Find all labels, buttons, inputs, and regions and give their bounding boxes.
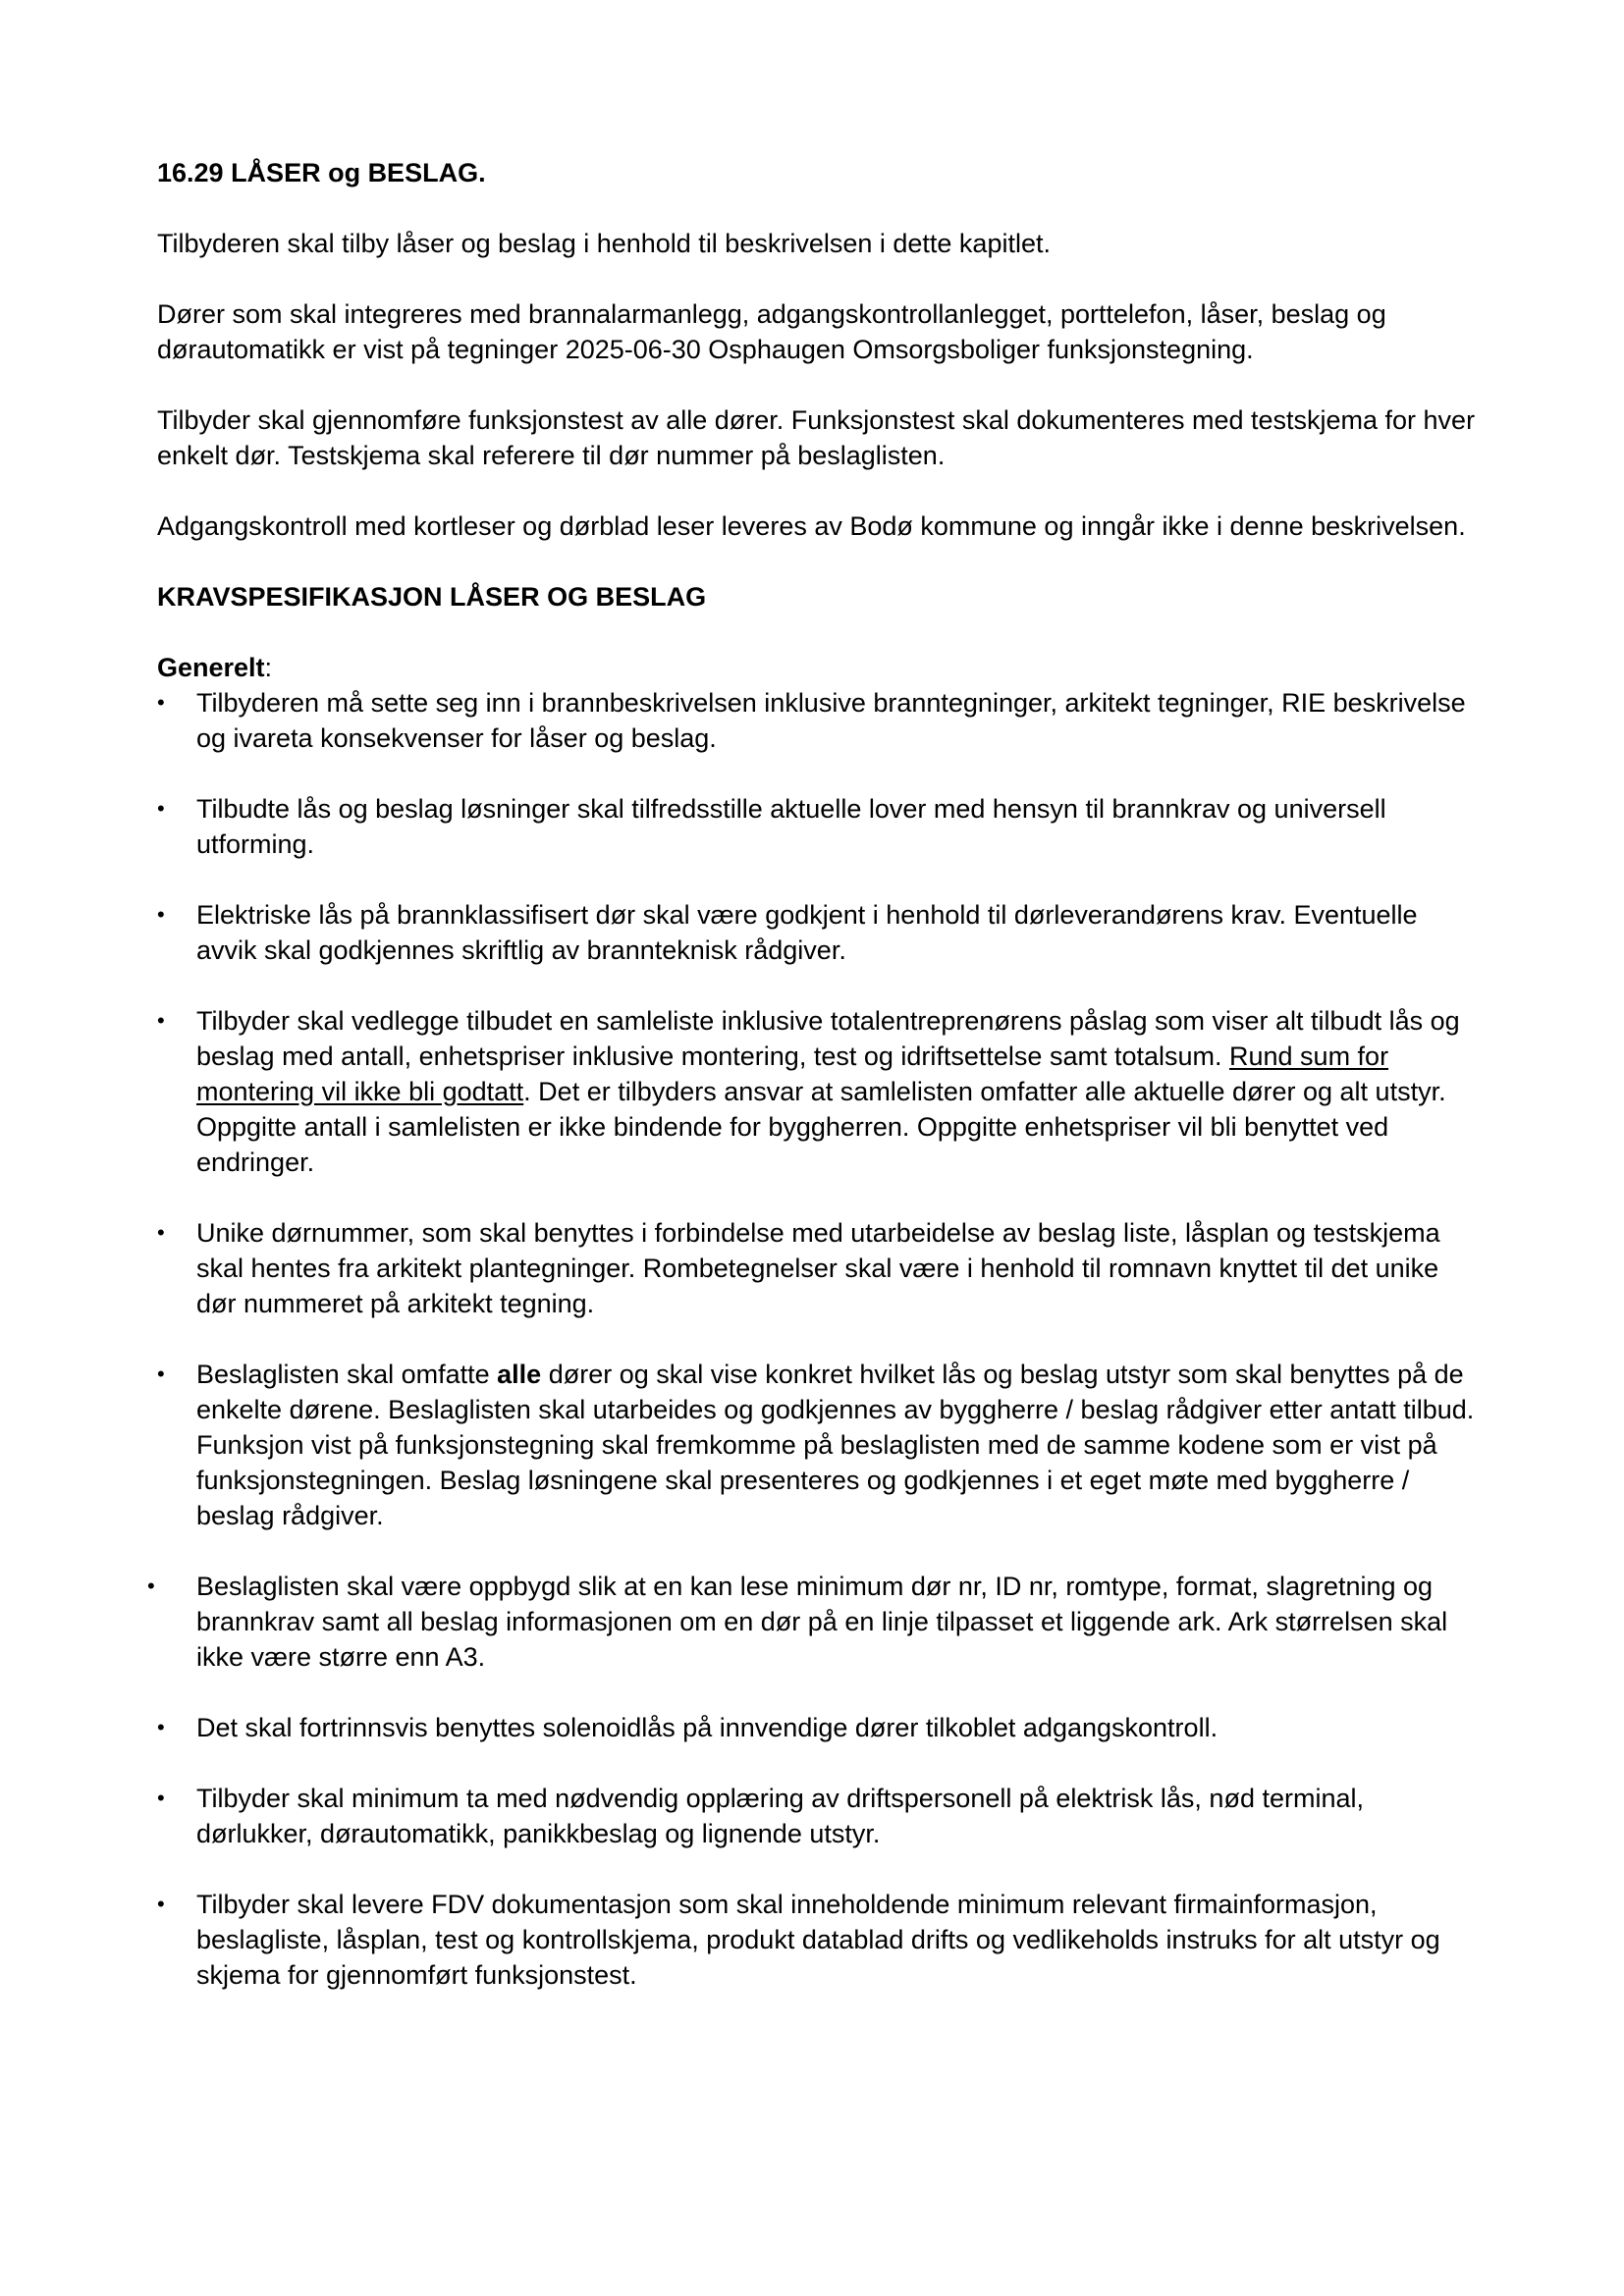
bullet-icon: • — [157, 1220, 165, 1245]
list-item — [157, 1215, 1483, 1321]
list-item — [157, 897, 1483, 968]
list-item-text-after: . Det er tilbyders ansvar at samlelisten omfatter alle aktuelle dører og alt utstyr. Oppgitte antall i samlelisten er ikke bindende for byggherren. Oppgitte enhetspriser vil bli benyttet ved endringer. — [196, 1077, 1446, 1177]
list-item — [157, 1781, 1483, 1851]
list-item-text: Tilbudte lås og beslag løsninger skal tilfredsstille aktuelle lover med hensyn til brannkrav og universell utforming. — [196, 794, 1386, 859]
list-item-text: Unike dørnummer, som skal benyttes i forbindelse med utarbeidelse av beslag liste, låsplan og testskjema skal hentes fra arkitekt plantegninger. Rombetegnelser skal være i henhold til romnavn knyttet til det unike dør nummeret på arkitekt tegning. — [196, 1218, 1440, 1318]
list-item — [157, 791, 1483, 862]
bullet-icon: • — [157, 1715, 165, 1739]
bullet-icon: • — [157, 1008, 165, 1033]
list-item — [157, 685, 1483, 756]
list-item-text: Beslaglisten skal være oppbygd slik at en kan lese minimum dør nr, ID nr, romtype, format, slagretning og brannkrav samt all beslag informasjonen om en dør på en linje tilpasset et liggende ark. Ark størrelsen skal ikke være større enn A3. — [196, 1572, 1448, 1672]
bullet-icon: • — [157, 796, 165, 821]
list-item-text-after: dører og skal vise konkret hvilket lås og beslag utstyr som skal benyttes på de enkelte dørene. Beslaglisten skal utarbeides og godkjennes av byggherre / beslag rådgiver etter antatt tilbud. Funksjon vist på funksjonstegning skal fremkomme på beslaglisten med de samme kodene som er vist på funksjonstegningen. Beslag løsningene skal presenteres og godkjennes i et eget møte med byggherre / beslag rådgiver. — [196, 1360, 1475, 1530]
list-item-text — [196, 1360, 1474, 1530]
document-page — [147, 155, 1483, 2028]
list-item — [147, 1569, 1483, 1675]
intro-paragraph-4: Adgangskontroll med kortleser og dørblad leser leveres av Bodø kommune og inngår ikke i denne beskrivelsen. — [157, 511, 1466, 541]
section-title: 16.29 LÅSER og BESLAG. — [157, 158, 486, 187]
bullet-icon: • — [157, 902, 165, 927]
generelt-label-text: Generelt — [157, 653, 265, 682]
bullet-icon: • — [157, 1786, 165, 1810]
list-item-text — [196, 1006, 1460, 1177]
intro-paragraph-2: Dører som skal integreres med brannalarmanlegg, adgangskontrollanlegget, porttelefon, låser, beslag og dørautomatikk er vist på tegninger 2025-06-30 Osphaugen Omsorgsboliger funksjonstegning. — [157, 299, 1386, 364]
intro-paragraph-3: Tilbyder skal gjennomføre funksjonstest av alle dører. Funksjonstest skal dokumenteres med testskjema for hver enkelt dør. Testskjema skal referere til dør nummer på beslaglisten. — [157, 405, 1476, 470]
list-item-text: Tilbyder skal levere FDV dokumentasjon som skal inneholdende minimum relevant firmainformasjon, beslagliste, låsplan, test og kontrollskjema, produkt datablad drifts og vedlikeholds instruks for alt utstyr og skjema for gjennomført funksjonstest. — [196, 1890, 1440, 1990]
list-item — [157, 1357, 1483, 1533]
list-item-text-before: Tilbyder skal vedlegge tilbudet en samleliste inklusive totalentreprenørens påslag som viser alt tilbudt lås og beslag med antall, enhetspriser inklusive montering, test og idriftsettelse samt totalsum. — [196, 1006, 1460, 1071]
list-item-text: Det skal fortrinnsvis benyttes solenoidlås på innvendige dører tilkoblet adgangskontroll. — [196, 1713, 1218, 1742]
list-item-text: Tilbyderen må sette seg inn i brannbeskrivelsen inklusive branntegninger, arkitekt tegninger, RIE beskrivelse og ivareta konsekvenser for låser og beslag. — [196, 688, 1466, 753]
bullet-icon: • — [157, 690, 165, 715]
requirements-list — [147, 685, 1483, 1993]
intro-paragraph-1: Tilbyderen skal tilby låser og beslag i henhold til beskrivelsen i dette kapitlet. — [157, 229, 1051, 258]
list-item-text-before: Beslaglisten skal omfatte — [196, 1360, 498, 1389]
spec-title: KRAVSPESIFIKASJON LÅSER OG BESLAG — [157, 582, 707, 612]
bullet-icon: • — [157, 1892, 165, 1916]
underlined-statement: Rund sum for montering vil ikke bli godtatt — [196, 1041, 1389, 1106]
generelt-label — [157, 650, 1483, 685]
bullet-icon: • — [147, 1574, 155, 1598]
list-item — [157, 1887, 1483, 1993]
list-item-text: Tilbyder skal minimum ta med nødvendig opplæring av driftspersonell på elektrisk lås, nød terminal, dørlukker, dørautomatikk, panikkbeslag og lignende utstyr. — [196, 1784, 1364, 1848]
list-item — [157, 1710, 1483, 1745]
list-item-text: Elektriske lås på brannklassifisert dør skal være godkjent i henhold til dørleverandørens krav. Eventuelle avvik skal godkjennes skriftlig av brannteknisk rådgiver. — [196, 900, 1418, 965]
bold-word: alle — [497, 1360, 542, 1389]
bullet-icon: • — [157, 1362, 165, 1386]
list-item — [157, 1003, 1483, 1180]
generelt-colon: : — [264, 653, 273, 682]
